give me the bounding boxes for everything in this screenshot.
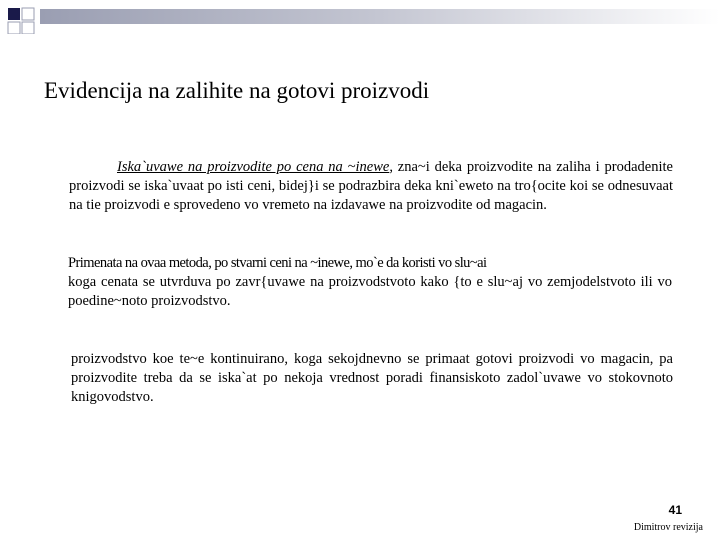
paragraph-2-text: koga cenata se utvrduva po zavr{uvawe na proizvodstvoto kako {to e slu~aj vo zemjodelstvoto ili vo poedine~noto proizvodstvo.: [68, 274, 672, 309]
paragraph-2-line-1: Primenata na ovaa metoda, po stvarni ceni na ~inewe, mo`e da koristi vo slu~ai: [68, 255, 487, 271]
paragraph-2: [68, 254, 672, 311]
paragraph-1-emphasis: Iska`uvawe na proizvodite po cena na ~inewe: [117, 159, 390, 175]
page-number: 41: [668, 503, 682, 517]
header-gradient-bar: [0, 0, 720, 34]
paragraph-1: [69, 158, 673, 215]
paragraph-1-text: , zna~i deka proizvodite na zaliha i prodadenite proizvodi se iska`uvaat po isti ceni, bidej}i se podrazbira deka kni`eweto na tro{ocite koi se odnesuvaat na tie proizvodi e sprovedeno vo vremeto na izdavawe na proizvodite od magacin.: [69, 159, 673, 213]
dark-square-icon: [8, 8, 20, 20]
paragraph-3: proizvodstvo koe te~e kontinuirano, koga sekojdnevno se primaat gotovi proizvodi vo magacin, pa proizvodite treba da se iska`at po nekoja vrednost poradi finansiskoto zadol`uvawe vo stokovnoto knigovodstvo.: [71, 351, 673, 405]
slide-title: Evidencija na zalihite na gotovi proizvodi: [44, 78, 430, 103]
footer-text: Dimitrov revizija: [633, 522, 703, 533]
header-decoration: [0, 0, 720, 34]
